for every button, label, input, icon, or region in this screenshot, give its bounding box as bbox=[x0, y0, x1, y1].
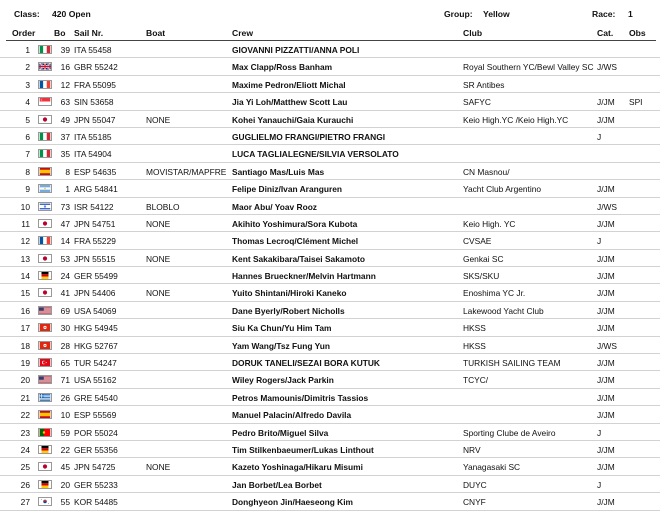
crew-cell: Kohei Yanauchi/Gaia Kurauchi bbox=[232, 114, 354, 125]
sail-number-cell: JPN 55515 bbox=[74, 253, 116, 264]
table-row bbox=[0, 354, 660, 371]
bow-number-cell: 59 bbox=[60, 427, 70, 438]
bow-number-cell: 69 bbox=[60, 305, 70, 316]
order-cell: 24 bbox=[20, 444, 30, 455]
sail-number-cell: GBR 55242 bbox=[74, 62, 118, 73]
crew-cell: Pedro Brito/Miguel Silva bbox=[232, 427, 329, 438]
bow-number-cell: 20 bbox=[60, 479, 70, 490]
table-row bbox=[0, 111, 660, 128]
category-cell: J/JM bbox=[597, 392, 615, 403]
table-row bbox=[0, 198, 660, 215]
order-cell: 5 bbox=[25, 114, 30, 125]
boat-name-cell: NONE bbox=[146, 218, 171, 229]
crew-cell: Kazeto Yoshinaga/Hikaru Misumi bbox=[232, 462, 363, 473]
france-flag-icon bbox=[38, 80, 52, 89]
order-cell: 12 bbox=[20, 236, 30, 247]
club-cell: Sporting Clube de Aveiro bbox=[463, 427, 556, 438]
crew-cell: Hannes Brueckner/Melvin Hartmann bbox=[232, 271, 376, 282]
club-cell: Lakewood Yacht Club bbox=[463, 305, 544, 316]
category-cell: J/JM bbox=[597, 288, 615, 299]
sail-number-cell: ITA 55185 bbox=[74, 131, 112, 142]
usa-flag-icon bbox=[38, 306, 52, 315]
order-cell: 8 bbox=[25, 166, 30, 177]
bow-number-cell: 28 bbox=[60, 340, 70, 351]
boat-name-cell: BLOBLO bbox=[146, 201, 180, 212]
club-cell: CVSAE bbox=[463, 236, 492, 247]
header-cat: Cat. bbox=[597, 28, 614, 38]
japan-flag-icon bbox=[38, 219, 52, 228]
crew-cell: Yuito Shintani/Hiroki Kaneko bbox=[232, 288, 347, 299]
bow-number-cell: 49 bbox=[60, 114, 70, 125]
japan-flag-icon bbox=[38, 462, 52, 471]
crew-cell: Max Clapp/Ross Banham bbox=[232, 62, 333, 73]
race-meta bbox=[0, 5, 660, 21]
results-table-body bbox=[0, 41, 660, 511]
order-cell: 3 bbox=[25, 79, 30, 90]
order-cell: 23 bbox=[20, 427, 30, 438]
table-row bbox=[0, 371, 660, 388]
sail-number-cell: ITA 55458 bbox=[74, 45, 112, 55]
table-row bbox=[0, 250, 660, 267]
table-row bbox=[0, 424, 660, 441]
header-club: Club bbox=[463, 28, 483, 38]
header-sail: Sail Nr. bbox=[74, 28, 104, 38]
header-bo: Bo bbox=[54, 28, 66, 38]
sail-number-cell: ISR 54122 bbox=[74, 201, 114, 212]
italy-flag-icon bbox=[38, 149, 52, 158]
japan-flag-icon bbox=[38, 254, 52, 263]
germany-flag-icon bbox=[38, 271, 52, 280]
club-cell: Yacht Club Argentino bbox=[463, 184, 542, 195]
bow-number-cell: 16 bbox=[60, 62, 70, 73]
bow-number-cell: 71 bbox=[60, 375, 70, 386]
israel-flag-icon bbox=[38, 202, 52, 211]
crew-cell: Tim Stilkenbaeumer/Lukas Linthout bbox=[232, 444, 374, 455]
table-row bbox=[0, 76, 660, 93]
club-cell: Keio High. YC bbox=[463, 218, 516, 229]
group-value: Yellow bbox=[483, 9, 510, 19]
order-cell: 6 bbox=[25, 131, 30, 142]
table-row bbox=[0, 337, 660, 354]
club-cell: Enoshima YC Jr. bbox=[463, 288, 526, 299]
bow-number-cell: 53 bbox=[60, 253, 70, 264]
category-cell: J/JM bbox=[597, 253, 615, 264]
sail-number-cell: FRA 55229 bbox=[74, 236, 116, 247]
category-cell: J/JM bbox=[597, 462, 615, 473]
category-cell: J/JM bbox=[597, 444, 615, 455]
japan-flag-icon bbox=[38, 115, 52, 124]
usa-flag-icon bbox=[38, 375, 52, 384]
bow-number-cell: 63 bbox=[60, 97, 70, 108]
category-cell: J bbox=[597, 236, 602, 247]
class-value: 420 Open bbox=[52, 9, 91, 19]
club-cell: TCYC/ bbox=[463, 375, 489, 386]
crew-cell: Maxime Pedron/Eliott Michal bbox=[232, 79, 346, 90]
sail-number-cell: GER 55356 bbox=[74, 444, 118, 455]
bow-number-cell: 10 bbox=[60, 410, 70, 421]
italy-flag-icon bbox=[38, 132, 52, 141]
category-cell: J/WS bbox=[597, 201, 618, 212]
table-row bbox=[0, 458, 660, 475]
category-cell: J/JM bbox=[597, 358, 615, 369]
crew-cell: GIOVANNI PIZZATTI/ANNA POLI bbox=[232, 45, 360, 55]
boat-name-cell: MOVISTAR/MAPFRE bbox=[146, 166, 227, 177]
sail-number-cell: TUR 54247 bbox=[74, 358, 117, 369]
crew-cell: DORUK TANELI/SEZAI BORA KUTUK bbox=[232, 358, 380, 369]
race-label: Race: bbox=[592, 9, 616, 19]
sail-number-cell: JPN 54406 bbox=[74, 288, 116, 299]
header-crew: Crew bbox=[232, 28, 254, 38]
germany-flag-icon bbox=[38, 480, 52, 489]
club-cell: SAFYC bbox=[463, 97, 491, 108]
club-cell: NRV bbox=[463, 444, 481, 455]
category-cell: J/JM bbox=[597, 410, 615, 421]
category-cell: J/JM bbox=[597, 97, 615, 108]
greece-flag-icon bbox=[38, 393, 52, 402]
table-row bbox=[0, 406, 660, 423]
crew-cell: Jan Borbet/Lea Borbet bbox=[232, 479, 322, 490]
crew-cell: Akihito Yoshimura/Sora Kubota bbox=[232, 218, 358, 229]
crew-cell: Felipe Diniz/Ivan Aranguren bbox=[232, 184, 342, 195]
spain-flag-icon bbox=[38, 167, 52, 176]
italy-flag-icon bbox=[38, 45, 52, 54]
table-row bbox=[0, 41, 660, 58]
table-row bbox=[0, 476, 660, 493]
spain-flag-icon bbox=[38, 410, 52, 419]
sail-number-cell: KOR 54485 bbox=[74, 497, 118, 508]
table-row bbox=[0, 163, 660, 180]
sail-number-cell: ITA 54904 bbox=[74, 149, 112, 160]
korea-flag-icon bbox=[38, 497, 52, 506]
category-cell: J/JM bbox=[597, 305, 615, 316]
bow-number-cell: 41 bbox=[60, 288, 70, 299]
crew-cell: Maor Abu/ Yoav Rooz bbox=[232, 201, 317, 212]
club-cell: SR Antibes bbox=[463, 79, 505, 90]
club-cell: TURKISH SAILING TEAM bbox=[463, 358, 561, 369]
header-obs: Obs bbox=[629, 28, 646, 38]
sail-number-cell: POR 55024 bbox=[74, 427, 118, 438]
sail-number-cell: GER 55233 bbox=[74, 479, 118, 490]
sail-number-cell: USA 55162 bbox=[74, 375, 117, 386]
sail-number-cell: ARG 54841 bbox=[74, 184, 118, 195]
club-cell: DUYC bbox=[463, 479, 487, 490]
order-cell: 7 bbox=[25, 149, 30, 160]
crew-cell: Thomas Lecroq/Clément Michel bbox=[232, 236, 359, 247]
bow-number-cell: 24 bbox=[60, 271, 70, 282]
category-cell: J bbox=[597, 427, 602, 438]
order-cell: 14 bbox=[20, 271, 30, 282]
category-cell: J/WS bbox=[597, 62, 618, 73]
table-row bbox=[0, 128, 660, 145]
sail-number-cell: JPN 54751 bbox=[74, 218, 116, 229]
table-row bbox=[0, 302, 660, 319]
bow-number-cell: 45 bbox=[60, 462, 70, 473]
club-cell: HKSS bbox=[463, 340, 486, 351]
club-cell: Keio High.YC /Keio High.YC bbox=[463, 114, 569, 125]
crew-cell: Wiley Rogers/Jack Parkin bbox=[232, 375, 334, 386]
crew-cell: Dane Byerly/Robert Nicholls bbox=[232, 305, 345, 316]
crew-cell: Yam Wang/Tsz Fung Yun bbox=[232, 340, 331, 351]
category-cell: J/JM bbox=[597, 114, 615, 125]
sail-number-cell: GRE 54540 bbox=[74, 392, 118, 403]
order-cell: 22 bbox=[20, 410, 30, 421]
france-flag-icon bbox=[38, 236, 52, 245]
boat-name-cell: NONE bbox=[146, 462, 171, 473]
crew-cell: Kent Sakakibara/Taisei Sakamoto bbox=[232, 253, 365, 264]
club-cell: Genkai SC bbox=[463, 253, 504, 264]
header-boat: Boat bbox=[146, 28, 166, 38]
club-cell: HKSS bbox=[463, 323, 486, 334]
crew-cell: Manuel Palacin/Alfredo Davila bbox=[232, 410, 352, 421]
argentina-flag-icon bbox=[38, 184, 52, 193]
uk-flag-icon bbox=[38, 62, 52, 71]
hong-kong-flag-icon bbox=[38, 323, 52, 332]
table-row bbox=[0, 319, 660, 336]
order-cell: 25 bbox=[20, 462, 30, 473]
bow-number-cell: 30 bbox=[60, 323, 70, 334]
boat-name-cell: NONE bbox=[146, 114, 171, 125]
order-cell: 18 bbox=[20, 340, 30, 351]
table-row bbox=[0, 93, 660, 110]
hong-kong-flag-icon bbox=[38, 341, 52, 350]
order-cell: 20 bbox=[20, 375, 30, 386]
category-cell: J/WS bbox=[597, 340, 618, 351]
bow-number-cell: 55 bbox=[60, 497, 70, 508]
bow-number-cell: 1 bbox=[65, 184, 70, 195]
club-cell: SKS/SKU bbox=[463, 271, 500, 282]
race-value: 1 bbox=[628, 9, 633, 19]
singapore-flag-icon bbox=[38, 97, 52, 106]
club-cell: Yanagasaki SC bbox=[463, 462, 521, 473]
order-cell: 21 bbox=[20, 392, 30, 403]
group-label: Group: bbox=[444, 9, 473, 19]
bow-number-cell: 22 bbox=[60, 444, 70, 455]
order-cell: 4 bbox=[25, 97, 30, 108]
class-label: Class: bbox=[14, 9, 40, 19]
bow-number-cell: 65 bbox=[60, 358, 70, 369]
crew-cell: Siu Ka Chun/Yu Him Tam bbox=[232, 323, 332, 334]
order-cell: 11 bbox=[21, 218, 30, 229]
table-row bbox=[0, 58, 660, 75]
order-cell: 1 bbox=[25, 45, 30, 55]
sail-number-cell: GER 55499 bbox=[74, 271, 118, 282]
crew-cell: LUCA TAGLIALEGNE/SILVIA VERSOLATO bbox=[232, 149, 399, 160]
category-cell: J/JM bbox=[597, 375, 615, 386]
table-row bbox=[0, 215, 660, 232]
category-cell: J/JM bbox=[597, 184, 615, 195]
order-cell: 27 bbox=[20, 497, 30, 508]
bow-number-cell: 73 bbox=[60, 201, 70, 212]
sail-number-cell: JPN 54725 bbox=[74, 462, 116, 473]
bow-number-cell: 37 bbox=[60, 131, 70, 142]
sail-number-cell: HKG 52767 bbox=[74, 340, 118, 351]
sail-number-cell: JPN 55047 bbox=[74, 114, 116, 125]
portugal-flag-icon bbox=[38, 428, 52, 437]
bow-number-cell: 35 bbox=[60, 149, 70, 160]
table-row bbox=[0, 267, 660, 284]
order-cell: 2 bbox=[25, 62, 30, 73]
observation-cell: SPI bbox=[629, 97, 643, 108]
bow-number-cell: 39 bbox=[60, 45, 70, 55]
sail-number-cell: ESP 55569 bbox=[74, 410, 117, 421]
turkey-flag-icon bbox=[38, 358, 52, 367]
sail-number-cell: HKG 54945 bbox=[74, 323, 118, 334]
bow-number-cell: 14 bbox=[60, 236, 70, 247]
germany-flag-icon bbox=[38, 445, 52, 454]
header-order: Order bbox=[12, 28, 36, 38]
order-cell: 17 bbox=[20, 323, 30, 334]
sail-number-cell: FRA 55095 bbox=[74, 79, 116, 90]
club-cell: CNYF bbox=[463, 497, 486, 508]
bow-number-cell: 26 bbox=[60, 392, 70, 403]
category-cell: J bbox=[597, 131, 602, 142]
table-row bbox=[0, 441, 660, 458]
order-cell: 10 bbox=[20, 201, 30, 212]
table-row bbox=[0, 232, 660, 249]
table-row bbox=[0, 493, 660, 510]
category-cell: J/JM bbox=[597, 497, 615, 508]
sail-number-cell: SIN 53658 bbox=[74, 97, 114, 108]
bow-number-cell: 12 bbox=[60, 79, 70, 90]
bow-number-cell: 47 bbox=[60, 218, 70, 229]
table-row bbox=[0, 180, 660, 197]
boat-name-cell: NONE bbox=[146, 253, 171, 264]
category-cell: J/JM bbox=[597, 323, 615, 334]
club-cell: CN Masnou/ bbox=[463, 166, 510, 177]
category-cell: J bbox=[597, 479, 602, 490]
crew-cell: GUGLIELMO FRANGI/PIETRO FRANGI bbox=[232, 131, 386, 142]
table-header bbox=[0, 23, 660, 40]
japan-flag-icon bbox=[38, 288, 52, 297]
sail-number-cell: ESP 54635 bbox=[74, 166, 117, 177]
club-cell: Royal Southern YC/Bewl Valley SC bbox=[463, 62, 594, 73]
category-cell: J/JM bbox=[597, 271, 615, 282]
order-cell: 19 bbox=[20, 358, 30, 369]
order-cell: 26 bbox=[20, 479, 30, 490]
order-cell: 15 bbox=[20, 288, 30, 299]
sail-number-cell: USA 54069 bbox=[74, 305, 117, 316]
order-cell: 16 bbox=[20, 305, 30, 316]
order-cell: 9 bbox=[25, 184, 30, 195]
category-cell: J/JM bbox=[597, 218, 615, 229]
table-row bbox=[0, 145, 660, 162]
boat-name-cell: NONE bbox=[146, 288, 171, 299]
crew-cell: Santiago Mas/Luis Mas bbox=[232, 166, 325, 177]
crew-cell: Petros Mamounis/Dimitris Tassios bbox=[232, 392, 369, 403]
table-row bbox=[0, 389, 660, 406]
crew-cell: Jia Yi Loh/Matthew Scott Lau bbox=[232, 97, 348, 108]
order-cell: 13 bbox=[20, 253, 30, 264]
bow-number-cell: 8 bbox=[65, 166, 70, 177]
table-row bbox=[0, 284, 660, 301]
crew-cell: Donghyeon Jin/Haeseong Kim bbox=[232, 497, 353, 508]
